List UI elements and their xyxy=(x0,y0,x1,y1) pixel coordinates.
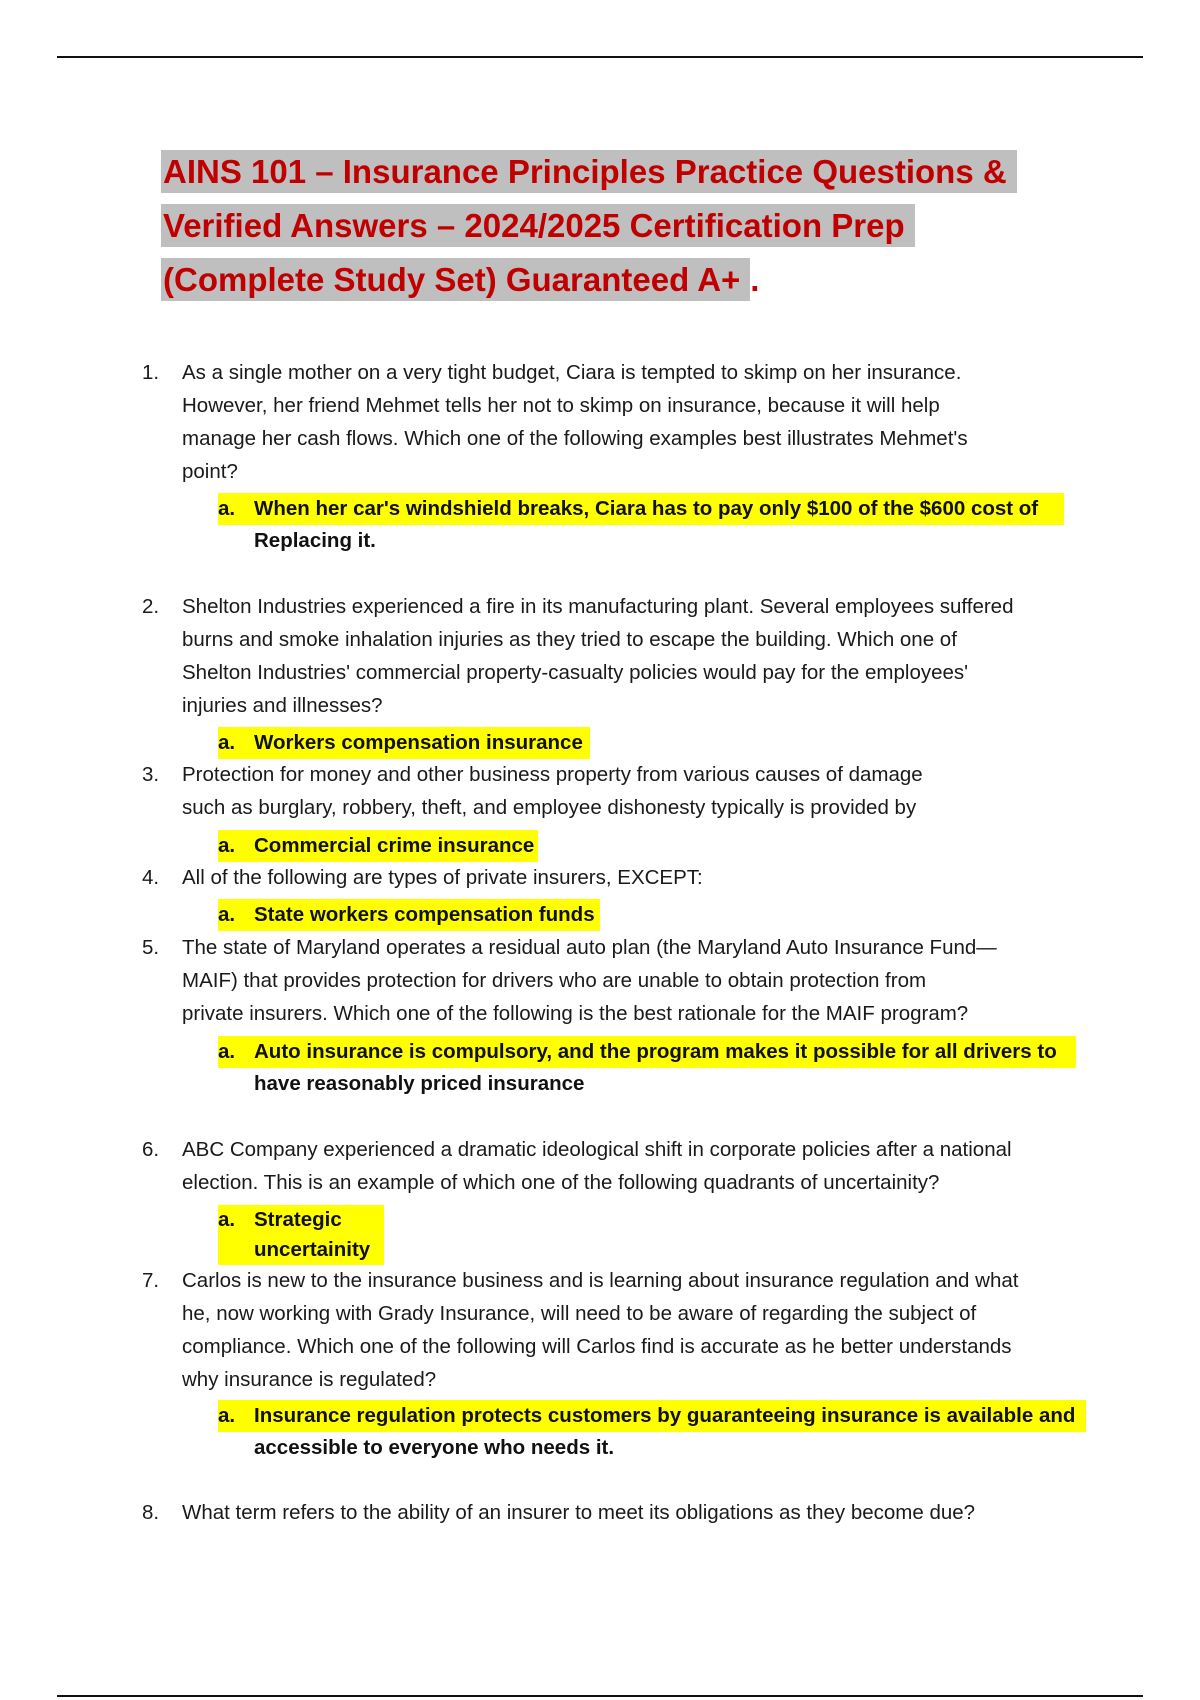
question-text-line: Shelton Industries' commercial property-casualty policies would pay for the employees' xyxy=(182,661,969,684)
question-1 xyxy=(142,356,1152,488)
question-text-line: he, now working with Grady Insurance, will need to be aware of regarding the subject of xyxy=(182,1302,977,1325)
question-text-line: MAIF) that provides protection for drivers who are unable to obtain protection from xyxy=(182,969,927,992)
answer-label: a. xyxy=(218,497,236,520)
question-text-line: why insurance is regulated? xyxy=(182,1368,437,1391)
question-number: 6. xyxy=(142,1138,160,1161)
question-text-line: ABC Company experienced a dramatic ideological shift in corporate policies after a national xyxy=(182,1138,1012,1161)
question-text-line: such as burglary, robbery, theft, and employee dishonesty typically is provided by xyxy=(182,796,917,819)
question-5 xyxy=(142,931,1152,1030)
answer-label: a. xyxy=(218,903,236,926)
question-text-line: Shelton Industries experienced a fire in its manufacturing plant. Several employees suffered xyxy=(182,595,1014,618)
answer-4 xyxy=(218,899,595,931)
answer-text-line: Insurance regulation protects customers by guaranteeing insurance is available and xyxy=(254,1404,1076,1427)
question-text-line: All of the following are types of private insurers, EXCEPT: xyxy=(182,866,703,889)
answer-2 xyxy=(218,727,583,759)
question-number: 1. xyxy=(142,361,160,384)
title-line-2: Verified Answers – 2024/2025 Certification Prep xyxy=(161,199,1121,253)
question-text-line: burns and smoke inhalation injuries as they tried to escape the building. Which one of xyxy=(182,628,957,651)
answer-label: a. xyxy=(218,731,236,754)
answer-label: a. xyxy=(218,834,236,857)
answer-text-line: accessible to everyone who needs it. xyxy=(254,1436,615,1459)
question-number: 3. xyxy=(142,763,160,786)
question-6 xyxy=(142,1133,1152,1199)
answer-text-line: When her car's windshield breaks, Ciara has to pay only $100 of the $600 cost of xyxy=(254,497,1039,520)
answer-text-line: State workers compensation funds xyxy=(254,903,595,926)
question-text-line: private insurers. Which one of the following is the best rationale for the MAIF program? xyxy=(182,1002,969,1025)
question-number: 8. xyxy=(142,1501,160,1524)
question-number: 2. xyxy=(142,595,160,618)
title-trailing-period: . xyxy=(750,261,760,298)
question-3 xyxy=(142,758,1152,824)
question-7 xyxy=(142,1264,1152,1396)
question-text-line: election. This is an example of which one of the following quadrants of uncertainity? xyxy=(182,1171,940,1194)
question-text-line: manage her cash flows. Which one of the following examples best illustrates Mehmet's xyxy=(182,427,968,450)
answer-3 xyxy=(218,830,534,862)
answer-text-line: Workers compensation insurance xyxy=(254,731,583,754)
question-text-line: point? xyxy=(182,460,238,483)
answer-label: a. xyxy=(218,1040,236,1063)
question-number: 5. xyxy=(142,936,160,959)
question-text-line: The state of Maryland operates a residual auto plan (the Maryland Auto Insurance Fund— xyxy=(182,936,997,959)
answer-7 xyxy=(218,1400,1075,1464)
question-text-line: Protection for money and other business property from various causes of damage xyxy=(182,763,923,786)
title-line-1: AINS 101 – Insurance Principles Practice Questions & xyxy=(161,145,1121,199)
question-text-line: As a single mother on a very tight budget, Ciara is tempted to skimp on her insurance. xyxy=(182,361,962,384)
question-text-line: However, her friend Mehmet tells her not to skimp on insurance, because it will help xyxy=(182,394,940,417)
question-text-line: injuries and illnesses? xyxy=(182,694,383,717)
answer-6 xyxy=(218,1205,370,1265)
question-4 xyxy=(142,861,1152,894)
title-line-3: (Complete Study Set) Guaranteed A+ . xyxy=(161,253,1121,307)
question-text-line: compliance. Which one of the following will Carlos find is accurate as he better understands xyxy=(182,1335,1012,1358)
question-number: 7. xyxy=(142,1269,160,1292)
answer-5 xyxy=(218,1036,1057,1100)
answer-1 xyxy=(218,493,1038,557)
question-number: 4. xyxy=(142,866,160,889)
question-8 xyxy=(142,1496,1152,1529)
answer-label: a. xyxy=(218,1404,236,1427)
question-text-line: What term refers to the ability of an insurer to meet its obligations as they become due? xyxy=(182,1501,976,1524)
answer-text-line: Auto insurance is compulsory, and the program makes it possible for all drivers to xyxy=(254,1040,1057,1063)
answer-text-line: uncertainity xyxy=(254,1238,371,1261)
answer-text-line: Replacing it. xyxy=(254,529,376,552)
bottom-rule xyxy=(57,1695,1143,1697)
answer-text-line: Commercial crime insurance xyxy=(254,834,535,857)
answer-text-line: have reasonably priced insurance xyxy=(254,1072,585,1095)
question-text-line: Carlos is new to the insurance business and is learning about insurance regulation and what xyxy=(182,1269,1019,1292)
answer-label: a. xyxy=(218,1208,236,1231)
answer-text-line: Strategic xyxy=(254,1208,342,1231)
question-2 xyxy=(142,590,1152,722)
